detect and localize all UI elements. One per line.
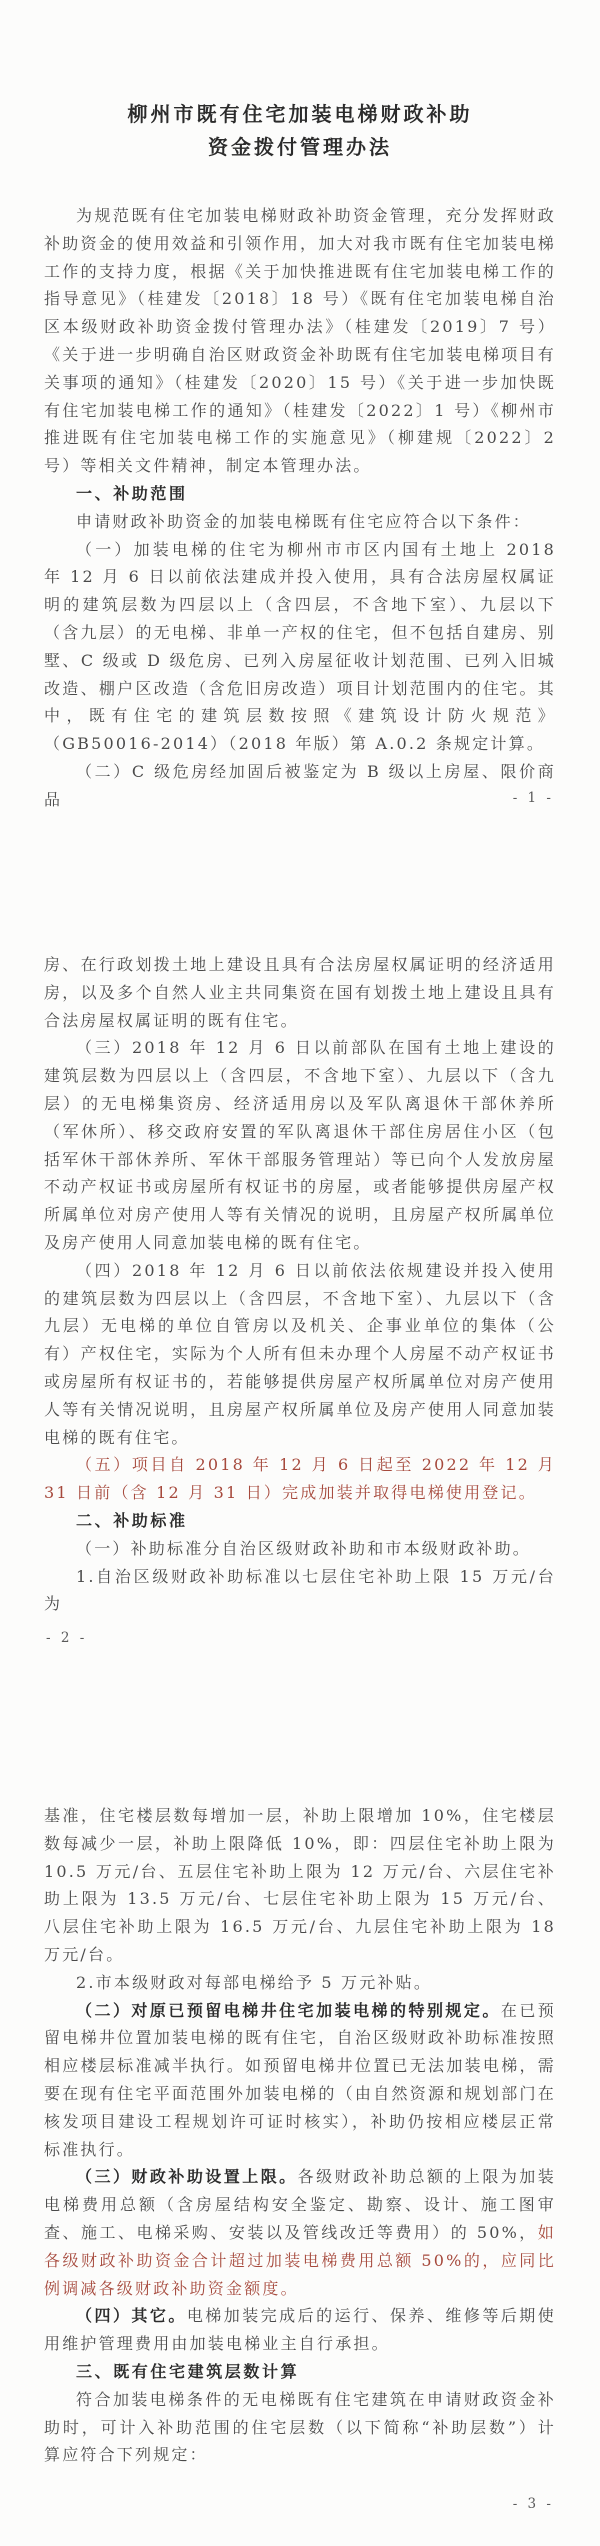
subsidy-cap-red-text: 如各级财政补助资金合计超过加装电梯费用总额 50%的，应同比例调减各级财政补助资金额度。 xyxy=(44,2222,556,2298)
intro-paragraph: 为规范既有住宅加装电梯财政补助资金管理，充分发挥财政补助资金的使用效益和引领作用，加大对我市既有住宅加装电梯工作的支持力度，根据《关于加快推进既有住宅加装电梯工作的指导意见》（桂建发〔2018〕18 号）《既有住宅加装电梯自治区本级财政补助资金拨付管理办法》（桂建发〔2019〕7 号）《关于进一步明确自治区财政资金补助既有住宅加装电梯项目有关事项的通知》（桂建发〔2020〕15 号）《关于进一步加快既有住宅加装电梯工作的通知》（桂建发〔2022〕1 号）《柳州市推进既有住宅加装电梯工作的实施意见》（柳建规〔2022〕2 号）等相关文件精神，制定本管理办法。 xyxy=(44,206,556,476)
document-page-3 xyxy=(0,1696,600,2546)
document-title-line-1: 柳州市既有住宅加装电梯财政补助 xyxy=(127,102,473,126)
page-number-2: - 2 - xyxy=(46,1630,88,1646)
special-provision-paragraph xyxy=(44,1997,556,2164)
scope-item-2-start-paragraph: （二）C 级危房经加固后被鉴定为 B 级以上房屋、限价商品 xyxy=(44,761,556,809)
section-2-heading: 二、补助标准 xyxy=(76,1510,188,1530)
section-1-heading: 一、补助范围 xyxy=(76,483,188,503)
deadline-red-text: （五）项目自 2018 年 12 月 6 日起至 2022 年 12 月 31 日前（含 12 月 31 日）完成加装并取得电梯使用登记。 xyxy=(44,1455,556,1503)
standard-sub-1-start-paragraph: 1.自治区级财政补助标准以七层住宅补助上限 15 万元/台为 xyxy=(44,1566,556,1614)
scope-item-3-paragraph: （三）2018 年 12 月 6 日以前部队在国有土地上建设的建筑层数为四层以上（含四层，不含地下室）、九层以下（含九层）的无电梯集资房、经济适用房以及军队离退休干部休养所（军休所）、移交政府安置的军队离退休干部住房居住小区（包括军休干部休养所、军休干部服务管理站）等已向个人发放房屋不动产权证书或房屋所有权证书的房屋，或者能够提供房屋产权所属单位对房产使用人等有关情况的说明，且房屋产权所属单位及房产使用人同意加装电梯的既有住宅。 xyxy=(44,1038,556,1252)
scope-item-2-continuation-paragraph: 房、在行政划拨土地上建设且具有合法房屋权属证明的经济适用房，以及多个自然人业主共同集资在国有划拨土地上建设且具有合法房屋权属证明的既有住宅。 xyxy=(44,955,556,1030)
page-number-1: - 1 - xyxy=(512,790,554,806)
subsidy-cap-lead: （三）财政补助设置上限。 xyxy=(76,2167,298,2187)
document-title-line-2: 资金拨付管理办法 xyxy=(208,135,392,159)
section-3-heading: 三、既有住宅建筑层数计算 xyxy=(76,2361,300,2381)
document-page-2 xyxy=(0,848,600,1696)
floor-count-intro-paragraph: 符合加装电梯条件的无电梯既有住宅建筑在申请财政资金补助时，可计入补助范围的住宅层数（以下简称“补助层数”）计算应符合下列规定： xyxy=(44,2389,556,2465)
standard-sub-2-paragraph: 2.市本级财政对每部电梯给予 5 万元补贴。 xyxy=(76,1972,433,1992)
scope-item-1-paragraph: （一）加装电梯的住宅为柳州市市区内国有土地上 2018 年 12 月 6 日以前依法建成并投入使用，具有合法房屋权属证明的建筑层数为四层以上（含四层，不含地下室）、九层以下（含九层）的无电梯、非单一产权的住宅，但不包括自建房、别墅、C 级或 D 级危房、已列入房屋征收计划范围、已列入旧城改造、棚户区改造（含危旧房改造）项目计划范围内的住宅。其中，既有住宅的建筑层数按照《建筑设计防火规范》（GB50016-2014）（2018 年版）第 A.0.2 条规定计算。 xyxy=(44,539,556,754)
special-provision-body: 在已预留电梯井位置加装电梯的既有住宅，自治区级财政补助标准按照相应楼层标准减半执行。如预留电梯井位置已无法加装电梯，需要在现有住宅平面范围外加装电梯的（由自然资源和规划部门在核发项目建设工程规划许可证时核实），补助仍按相应楼层正常标准执行。 xyxy=(44,2000,556,2159)
special-provision-lead: （二）对原已预留电梯井住宅加装电梯的特别规定。 xyxy=(76,2000,501,2020)
subsidy-cap-paragraph xyxy=(44,2163,556,2302)
other-provision-paragraph xyxy=(44,2302,556,2358)
other-provision-body: 电梯加装完成后的运行、保养、维修等后期使用维护管理费用由加装电梯业主自行承担。 xyxy=(44,2306,556,2354)
scope-intro-paragraph: 申请财政补助资金的加装电梯既有住宅应符合以下条件： xyxy=(76,511,532,531)
scope-item-4-paragraph: （四）2018 年 12 月 6 日以前依法依规建设并投入使用的建筑层数为四层以上（含四层，不含地下室）、九层以下（含九层）无电梯的单位自管房以及机关、企事业单位的集体（公有）产权住宅，实际为个人所有但未办理个人房屋不动产权证书或房屋所有权证书的，若能够提供房屋产权所属单位对房产使用人等有关情况说明，且房屋产权所属单位及房产使用人同意加装电梯的既有住宅。 xyxy=(44,1260,556,1447)
document-page-1 xyxy=(0,0,600,848)
document-title xyxy=(44,98,556,164)
standard-item-1-paragraph: （一）补助标准分自治区级财政补助和市本级财政补助。 xyxy=(76,1538,532,1558)
scope-item-5-paragraph xyxy=(44,1451,556,1507)
subsidy-cap-body: 各级财政补助总额的上限为加装电梯费用总额（含房屋结构安全鉴定、勘察、设计、施工图审查、施工、电梯采购、安装以及管线改迁等费用）的 50%， xyxy=(44,2167,556,2242)
page-number-3: - 3 - xyxy=(512,2496,554,2512)
other-provision-lead: （四）其它。 xyxy=(76,2306,187,2326)
standard-sub-1-continuation-paragraph: 基准，住宅楼层数每增加一层，补助上限增加 10%，住宅楼层数每减少一层，补助上限降低 10%，即：四层住宅补助上限为 10.5 万元/台、五层住宅补助上限为 12 万元/台、六层住宅补助上限为 13.5 万元/台、七层住宅补助上限为 15 万元/台、八层住宅补助上限为 16.5 万元/台、九层住宅补助上限为 18 万元/台。 xyxy=(44,1806,556,1964)
